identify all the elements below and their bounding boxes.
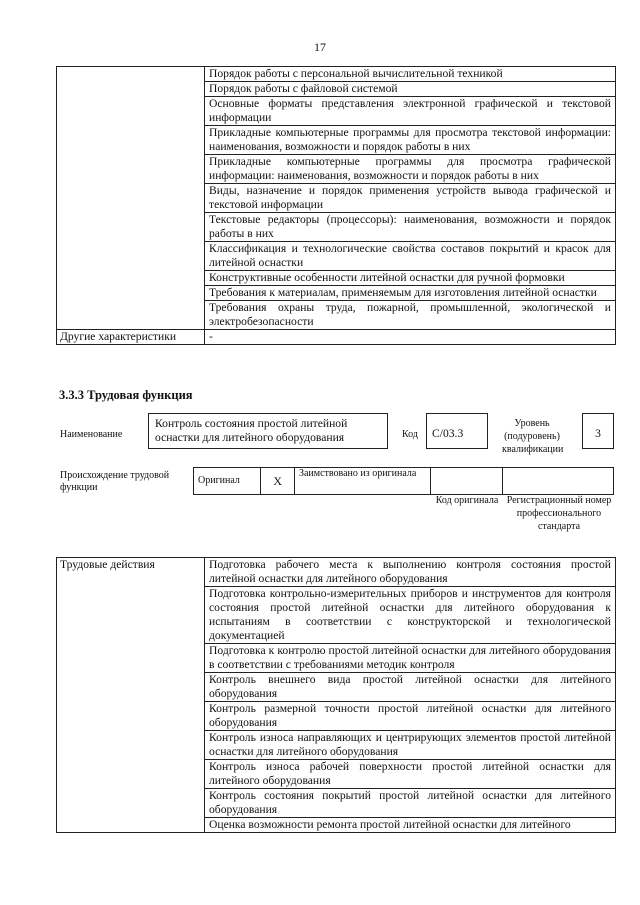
table-row bbox=[57, 330, 616, 345]
knowledge-item: Классификация и технологические свойства составов покрытий и красок для литейной оснастки bbox=[205, 242, 616, 271]
origin-table bbox=[193, 467, 614, 495]
labor-action-item: Контроль внешнего вида простой литейной оснастки для литейного оборудования bbox=[205, 673, 616, 702]
knowledge-item: Виды, назначение и порядок применения устройств вывода графической и текстовой информации bbox=[205, 184, 616, 213]
knowledge-item: Порядок работы с файловой системой bbox=[205, 82, 616, 97]
labor-action-item: Контроль износа направляющих и центрирующих элементов простой литейной оснастки для литейного оборудования bbox=[205, 731, 616, 760]
qualification-level-box: 3 bbox=[582, 413, 614, 449]
code-label: Код bbox=[402, 429, 418, 440]
knowledge-item: Прикладные компьютерные программы для просмотра текстовой информации: наименования, возможности и порядок работы в них bbox=[205, 126, 616, 155]
knowledge-item: Порядок работы с персональной вычислительной техникой bbox=[205, 67, 616, 82]
function-code-box: С/03.3 bbox=[426, 413, 488, 449]
other-characteristics-value: - bbox=[205, 330, 616, 345]
table-row bbox=[57, 67, 616, 82]
code-original-cell bbox=[431, 468, 502, 495]
knowledge-label-cell bbox=[57, 67, 205, 330]
labor-action-item: Контроль размерной точности простой литейной оснастки для литейного оборудования bbox=[205, 702, 616, 731]
knowledge-item: Требования к материалам, применяемым для изготовления литейной оснастки bbox=[205, 286, 616, 301]
registration-number-label: Регистрационный номер профессионального стандарта bbox=[506, 495, 612, 532]
function-name-box: Контроль состояния простой литейной оснастки для литейного оборудования bbox=[148, 413, 388, 449]
original-label: Оригинал bbox=[194, 468, 261, 495]
qualification-level-label: Уровень (подуровень) квалификации bbox=[502, 418, 564, 455]
knowledge-table bbox=[56, 66, 616, 345]
labor-action-item: Подготовка контрольно-измерительных приборов и инструментов для контроля состояния простой литейной оснастки для литейного оборудования к испытаниям в соответствии с конструкторской и технологической документацией bbox=[205, 587, 616, 644]
labor-action-item: Контроль износа рабочей поверхности простой литейной оснастки для литейного оборудования bbox=[205, 760, 616, 789]
knowledge-item: Требования охраны труда, пожарной, промышленной, экологической и электробезопасности bbox=[205, 301, 616, 330]
table-row bbox=[57, 558, 616, 587]
knowledge-item: Основные форматы представления электронной графической и текстовой информации bbox=[205, 97, 616, 126]
labor-action-item: Оценка возможности ремонта простой литейной оснастки для литейного bbox=[205, 818, 616, 833]
labor-actions-label: Трудовые действия bbox=[57, 558, 205, 833]
labor-action-item: Подготовка рабочего места к выполнению контроля состояния простой литейной оснастки для литейного оборудования bbox=[205, 558, 616, 587]
knowledge-item: Конструктивные особенности литейной оснастки для ручной формовки bbox=[205, 271, 616, 286]
borrowed-label: Заимствовано из оригинала bbox=[294, 468, 431, 495]
registration-number-cell bbox=[502, 468, 613, 495]
labor-action-item: Подготовка к контролю простой литейной оснастки для литейного оборудования в соответствии с требованиями методик контроля bbox=[205, 644, 616, 673]
origin-label: Происхождение трудовой функции bbox=[60, 470, 170, 493]
knowledge-item: Текстовые редакторы (процессоры): наименования, возможности и порядок работы в них bbox=[205, 213, 616, 242]
labor-action-item: Контроль состояния покрытий простой литейной оснастки для литейного оборудования bbox=[205, 789, 616, 818]
name-label: Наименование bbox=[60, 429, 123, 440]
page-number: 17 bbox=[314, 40, 326, 54]
other-characteristics-label: Другие характеристики bbox=[57, 330, 205, 345]
section-title: 3.3.3 Трудовая функция bbox=[59, 388, 193, 402]
original-mark: X bbox=[261, 468, 295, 495]
knowledge-item: Прикладные компьютерные программы для просмотра графической информации: наименования, возможности и порядок работы в них bbox=[205, 155, 616, 184]
code-original-label: Код оригинала bbox=[435, 495, 499, 506]
labor-actions-table bbox=[56, 557, 616, 833]
